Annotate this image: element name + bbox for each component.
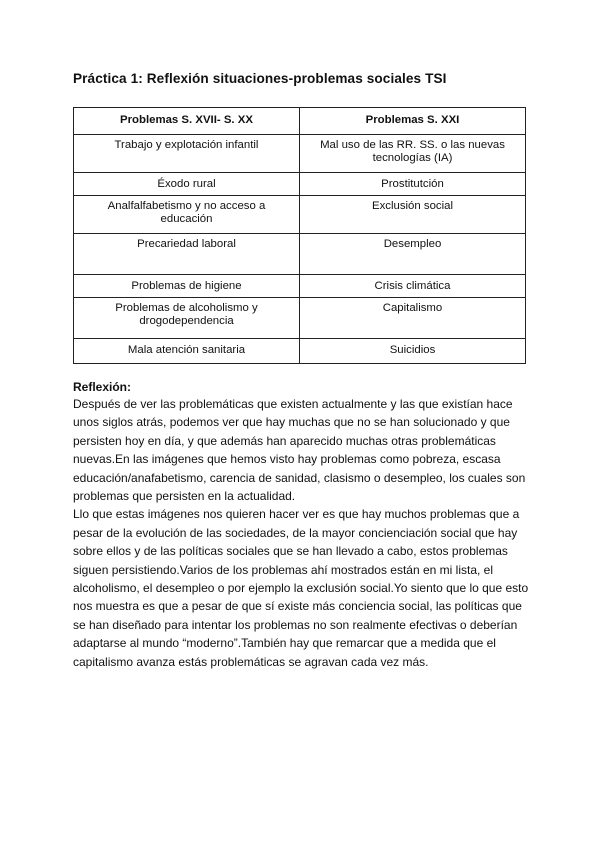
reflection-heading: Reflexión: — [73, 380, 132, 394]
present-problem-cell: Capitalismo — [300, 298, 526, 339]
table-row — [74, 298, 526, 339]
past-problem-cell: Problemas de higiene — [74, 275, 300, 298]
reflection-body — [73, 395, 531, 671]
reflection-paragraph: Después de ver las problemáticas que existen actualmente y las que existían hace unos siglos atrás, podemos ver que hay muchas que no se han solucionado y que persisten hoy en día, y que además han aparecido muchas otras problemáticas nuevas.En las imágenes que hemos visto hay problemas como pobreza, escasa educación/anafabetismo, carencia de sanidad, clasismo o desempleo, los cuales son problemas que persisten en la actualidad. — [73, 397, 526, 504]
present-problem-cell: Desempleo — [300, 234, 526, 275]
table-row — [74, 196, 526, 234]
table-row — [74, 275, 526, 298]
problems-table — [73, 107, 526, 364]
header-present-problems: Problemas S. XXI — [300, 108, 526, 135]
table-row — [74, 135, 526, 173]
past-problem-cell: Problemas de alcoholismo y drogodependencia — [74, 298, 300, 339]
present-problem-cell: Mal uso de las RR. SS. o las nuevas tecnologías (IA) — [300, 135, 526, 173]
table-row — [74, 173, 526, 196]
reflection-paragraph: Llo que estas imágenes nos quieren hacer ver es que hay muchos problemas que a pesar de la evolución de las sociedades, de la mayor concienciación social que hay sobre ellos y de las políticas sociales que se han llevado a cabo, estos problemas siguen persistiendo.Varios de los problemas ahí mostrados están en mi lista, el alcoholismo, el desempleo o por ejemplo la exclusión social.Yo siento que lo que esto nos muestra es que a pesar de que sí existe más conciencia social, las políticas que se han diseñado para intentar los problemas no son realmente efectivas o deberían adaptarse al mundo “moderno”.También hay que remarcar que a medida que el capitalismo avanza estás problemáticas se agravan cada vez más. — [73, 507, 529, 669]
past-problem-cell: Trabajo y explotación infantil — [74, 135, 300, 173]
present-problem-cell: Crisis climática — [300, 275, 526, 298]
past-problem-cell: Analfalfabetismo y no acceso a educación — [74, 196, 300, 234]
table-row — [74, 234, 526, 275]
past-problem-cell: Mala atención sanitaria — [74, 339, 300, 364]
table-header-row — [74, 108, 526, 135]
table-row — [74, 339, 526, 364]
past-problem-cell: Precariedad laboral — [74, 234, 300, 275]
document-title: Práctica 1: Reflexión situaciones-problemas sociales TSI — [73, 71, 447, 86]
present-problem-cell: Suicidios — [300, 339, 526, 364]
header-past-problems: Problemas S. XVII- S. XX — [74, 108, 300, 135]
past-problem-cell: Éxodo rural — [74, 173, 300, 196]
present-problem-cell: Prostitutción — [300, 173, 526, 196]
present-problem-cell: Exclusión social — [300, 196, 526, 234]
